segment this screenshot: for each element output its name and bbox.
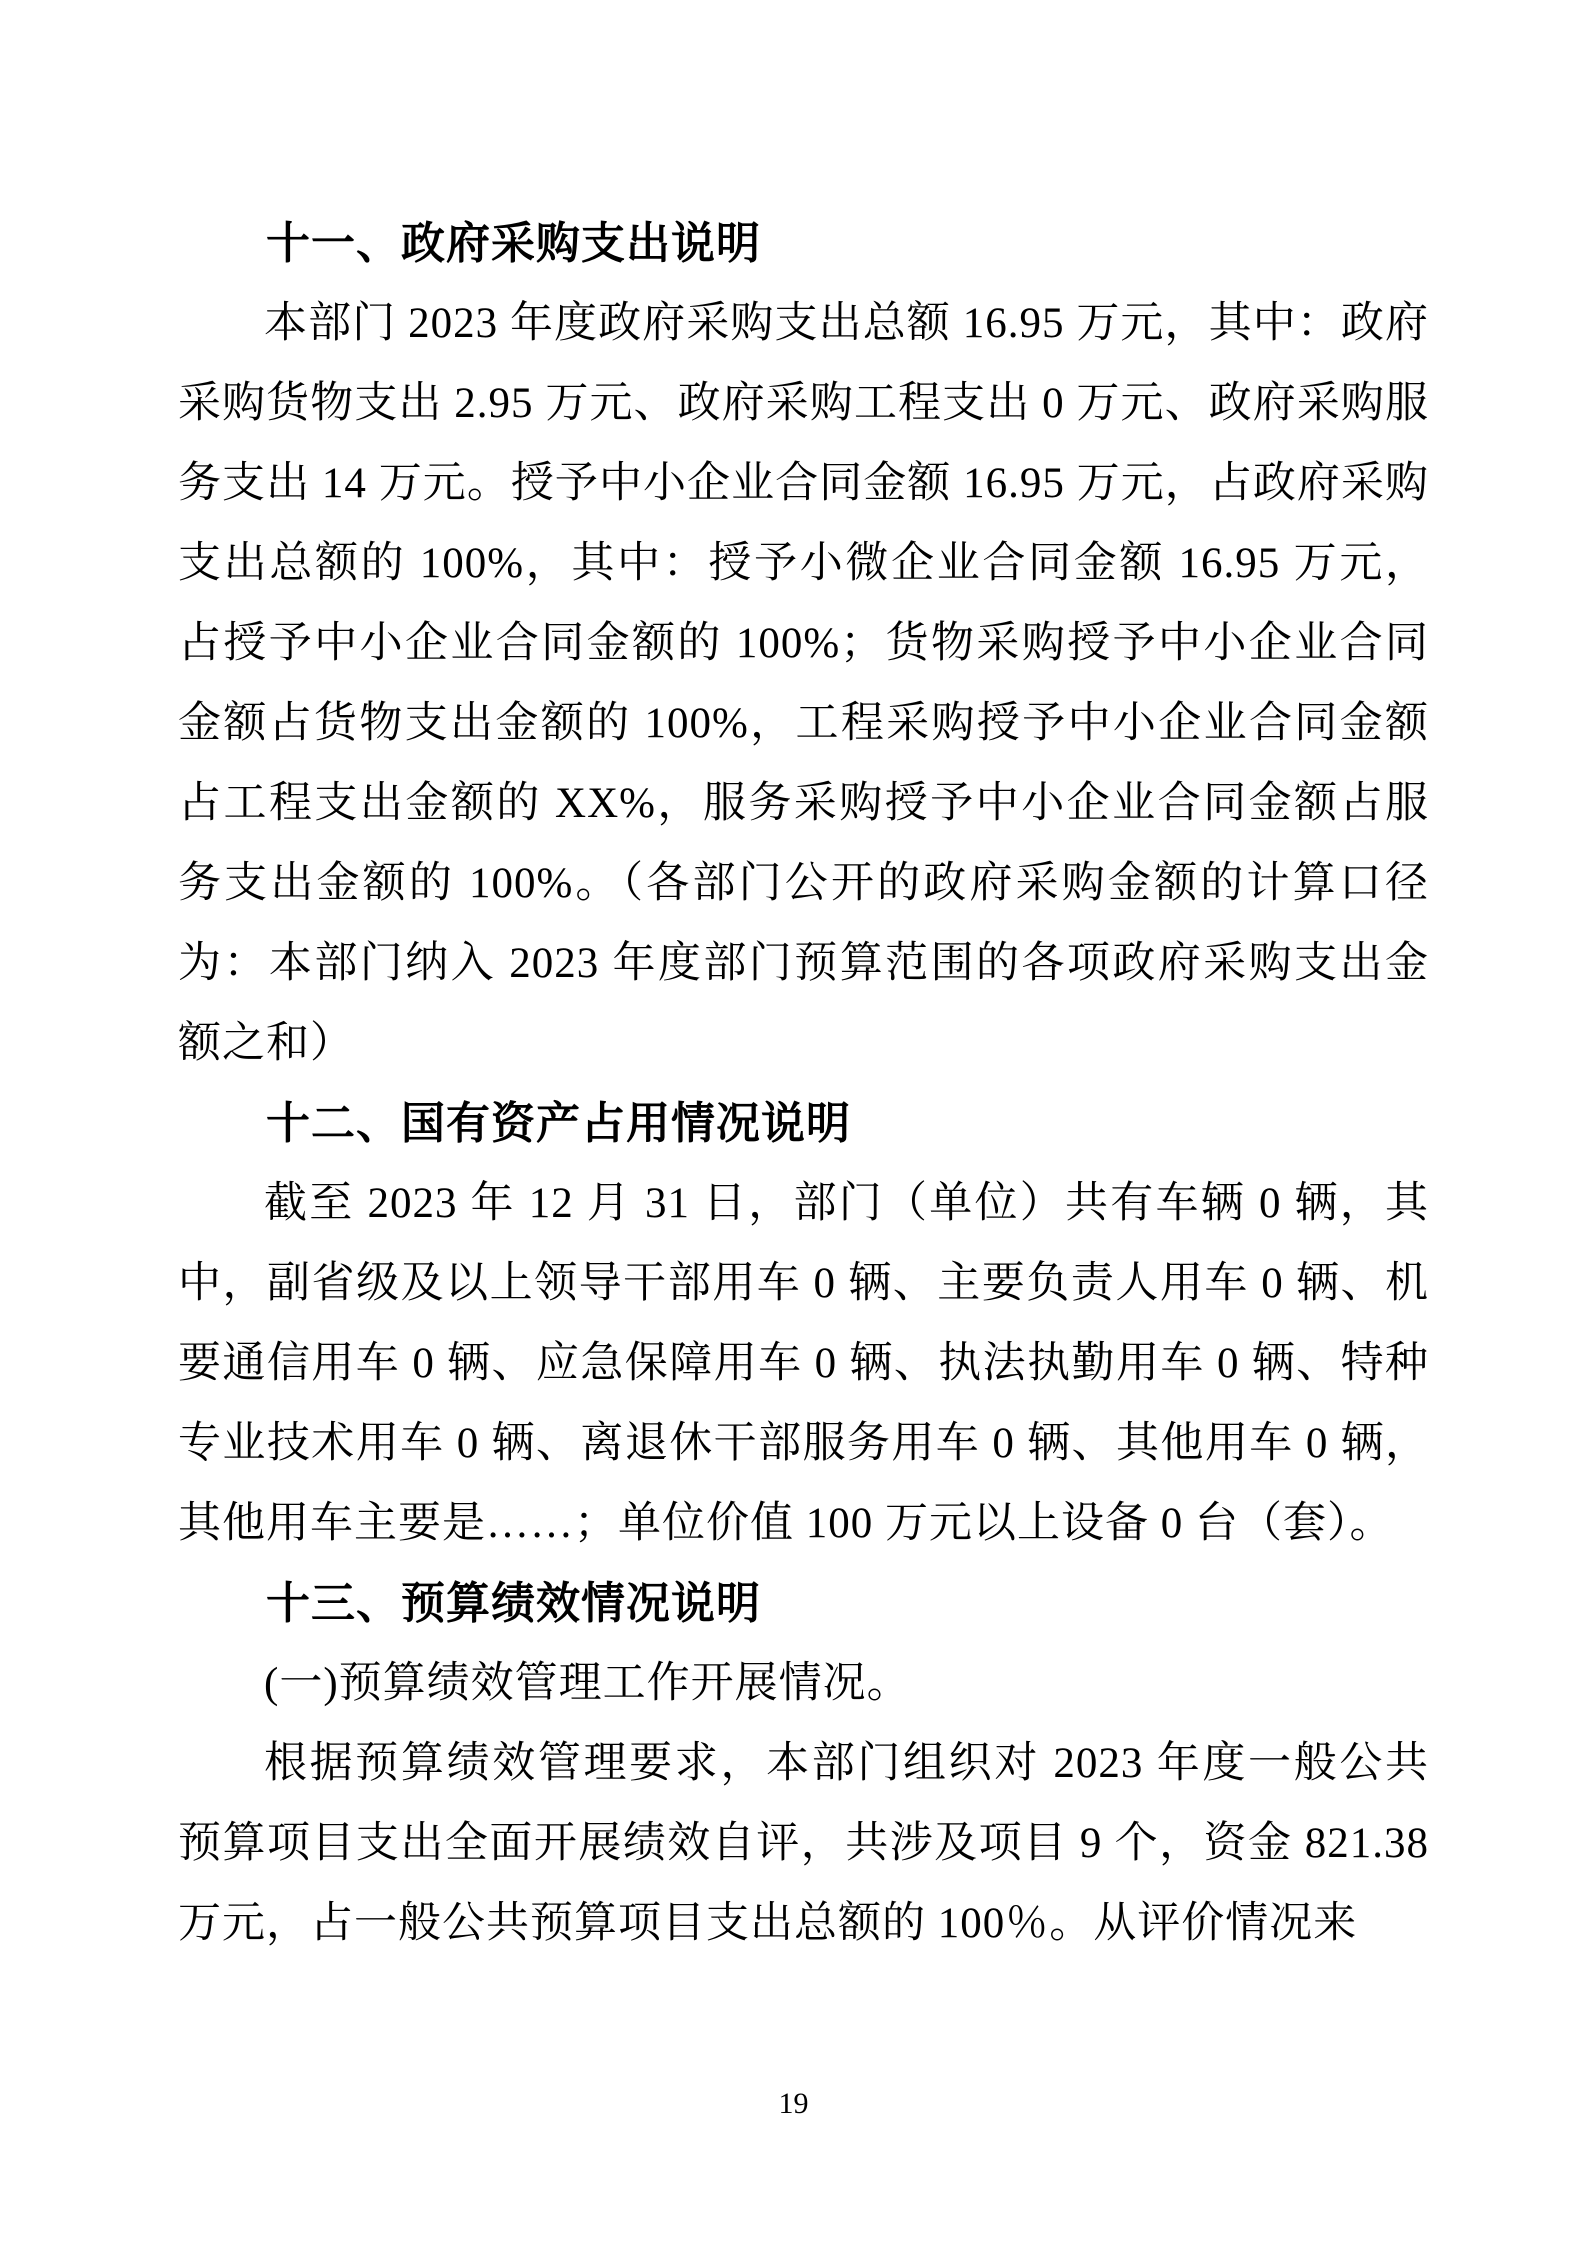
section-11-paragraph: 本部门 2023 年度政府采购支出总额 16.95 万元，其中：政府采购货物支出 2.95 万元、政府采购工程支出 0 万元、政府采购服务支出 14 万元。授予中小企业合同金额 16.95 万元，占政府采购支出总额的 100%，其中：授予小微企业合同金额 16.95 万元，占授予中小企业合同金额的 100%；货物采购授予中小企业合同金额占货物支出金额的 100%，工程采购授予中小企业合同金额占工程支出金额的 XX%，服务采购授予中小企业合同金额占服务支出金额的 100%。（各部门公开的政府采购金额的计算口径为：本部门纳入 2023 年度部门预算范围的各项政府采购支出金额之和）	[178, 300, 1429, 1067]
section-13-subheading: (一)预算绩效管理工作开展情况。	[264, 1660, 911, 1707]
section-13-paragraph: 根据预算绩效管理要求，本部门组织对 2023 年度一般公共预算项目支出全面开展绩效自评，共涉及项目 9 个，资金 821.38 万元，占一般公共预算项目支出总额的 100％。从评价情况来	[178, 1740, 1429, 1947]
section-heading-13: 十三、预算绩效情况说明	[266, 1579, 761, 1628]
section-heading-12: 十二、国有资产占用情况说明	[266, 1099, 851, 1148]
page-number: 19	[778, 2087, 809, 2120]
section-heading-11: 十一、政府采购支出说明	[266, 219, 761, 268]
section-12-paragraph: 截至 2023 年 12 月 31 日，部门（单位）共有车辆 0 辆，其中，副省级及以上领导干部用车 0 辆、主要负责人用车 0 辆、机要通信用车 0 辆、应急保障用车 0 辆、执法执勤用车 0 辆、特种专业技术用车 0 辆、离退休干部服务用车 0 辆、其他用车 0 辆，其他用车主要是……；单位价值 100 万元以上设备 0 台（套）。	[178, 1180, 1429, 1547]
